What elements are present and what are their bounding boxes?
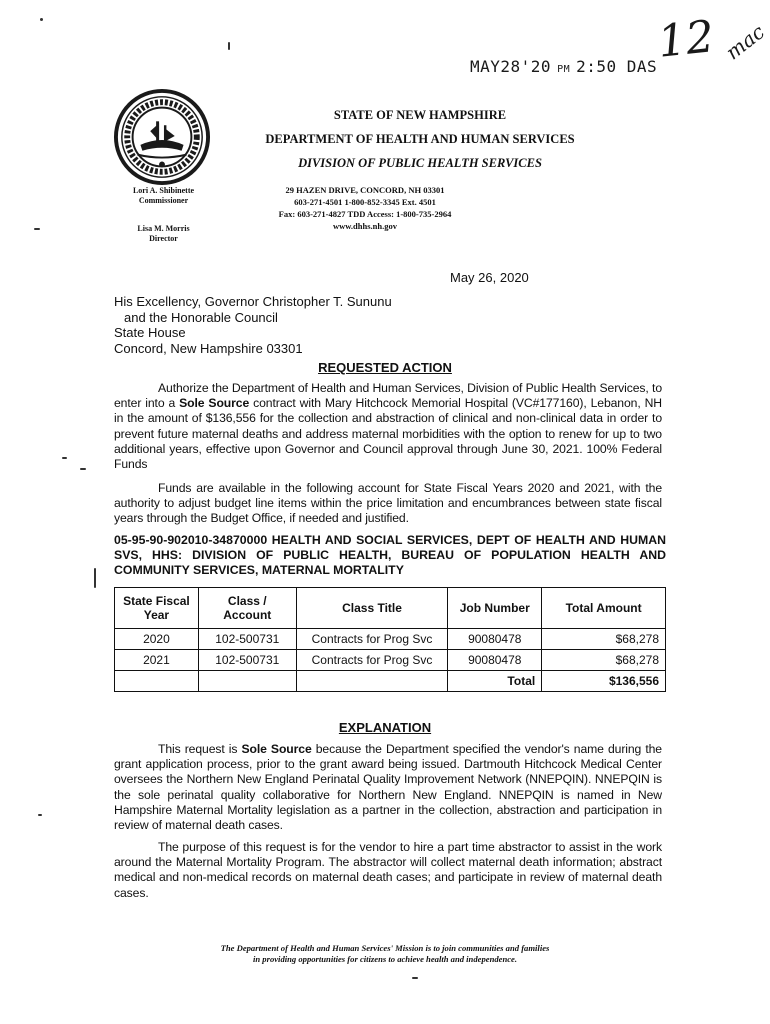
explanation-paragraph: [114, 742, 662, 833]
table-cell: 102-500731: [198, 629, 296, 650]
table-header: State Fiscal Year: [115, 588, 199, 629]
received-stamp: [470, 57, 657, 76]
table-cell: $68,278: [542, 650, 666, 671]
letterhead-address: 29 HAZEN DRIVE, CONCORD, NH 03301: [285, 185, 445, 195]
table-header: Job Number: [448, 588, 542, 629]
requested-action-text: contract with Mary Hitchcock Memorial Hospital (VC#177160), Lebanon, NH in the amount of $136,556 for the collection and abstraction of clinical and non-clinical data in order to prevent future maternal deaths and address maternal morbidities with the option to renew for up to two additional years, effective upon Governor and Council approval through June 30, 2021. 100% Federal Funds: [114, 396, 662, 472]
scan-speck: [38, 814, 42, 816]
scan-speck: [228, 42, 230, 50]
purpose-text: The purpose of this request is for the vendor to hire a part time abstractor to assist in the work around the Maternal Mortality Program. The abstractor will collect maternal death information; abstract medical and non-medical records on maternal death cases; and participate in review of maternal death cases.: [114, 840, 662, 900]
table-cell: 2021: [115, 650, 199, 671]
purpose-paragraph: [114, 840, 662, 901]
table-header: Class Title: [296, 588, 448, 629]
scan-speck: [62, 457, 67, 459]
director-title: Director: [149, 234, 178, 243]
division-name: DIVISION OF PUBLIC HEALTH SERVICES: [298, 156, 542, 170]
table-header: Class / Account: [198, 588, 296, 629]
requested-action-paragraph: [114, 381, 662, 472]
sole-source-emphasis: Sole Source: [179, 396, 250, 411]
director-name: Lisa M. Morris: [137, 224, 190, 233]
total-label: Total: [448, 671, 542, 692]
table-cell-empty: [115, 671, 199, 692]
letterhead-website: www.dhhs.nh.gov: [332, 221, 397, 231]
commissioner-title: Commissioner: [138, 196, 189, 205]
handwritten-item-number: 12: [655, 11, 717, 68]
scan-speck: [80, 468, 86, 470]
table-header: Total Amount: [542, 588, 666, 629]
handwritten-initials: mac: [721, 19, 770, 65]
table-total-row: [115, 671, 666, 692]
stamp-pm: PM: [557, 64, 571, 75]
mission-line: in providing opportunities for citizens to achieve health and independence.: [252, 954, 518, 964]
table-cell: $68,278: [542, 629, 666, 650]
letter-date: May 26, 2020: [450, 270, 529, 285]
letterhead-phone: 603-271-4501 1-800-852-3345 Ext. 4501: [294, 197, 436, 207]
table-header-row: [115, 588, 666, 629]
table-cell-empty: [296, 671, 448, 692]
table-cell: 102-500731: [198, 650, 296, 671]
explanation-text: because the Department specified the vendor's name during the grant application process, prior to the grant award being issued. Dartmouth Hitchcock Medical Center oversees the Northern New England Perinatal Quality Improvement Network (NNEPQIN). NNEPQIN is the sole perinatal quality collaborative for Northern New England. NNEPQIN is named in New Hampshire Maternal Mortality legislation as a partner in the collection, abstraction and participation in review of maternal death cases.: [114, 742, 662, 833]
stamp-date: MAY28'20: [470, 57, 552, 76]
addressee-line: Concord, New Hampshire 03301: [114, 340, 303, 356]
scan-speck: [94, 568, 96, 588]
mission-line: The Department of Health and Human Services' Mission is to join communities and families: [220, 943, 550, 953]
total-value: $136,556: [542, 671, 666, 692]
sole-source-emphasis: Sole Source: [241, 742, 312, 756]
addressee-line: His Excellency, Governor Christopher T. Sununu: [114, 294, 392, 309]
addressee-block: [114, 294, 392, 356]
table-row: [115, 629, 666, 650]
funding-text: Funds are available in the following account for State Fiscal Years 2020 and 2021, with the authority to adjust budget line items within the price limitation and encumbrances between state fiscal years through the Budget Office, if needed and justified.: [114, 481, 662, 526]
state-name: STATE OF NEW HAMPSHIRE: [333, 108, 507, 122]
table-cell-empty: [198, 671, 296, 692]
addressee-line: and the Honorable Council: [124, 309, 278, 325]
scan-speck: [412, 977, 418, 979]
state-seal-image: [113, 88, 211, 186]
stamp-time: 2:50 DAS: [576, 57, 658, 76]
funding-table: [114, 587, 666, 692]
explanation-heading: EXPLANATION: [338, 720, 432, 735]
explanation-text: This request is: [158, 742, 242, 756]
department-name: DEPARTMENT OF HEALTH AND HUMAN SERVICES: [265, 132, 575, 146]
letterhead-fax: Fax: 603-271-4827 TDD Access: 1-800-735-2964: [278, 209, 452, 219]
requested-action-text: Authorize the Department of Health and Human Services, Division of Public Health Services, to enter into a: [114, 381, 662, 411]
mission-statement: [0, 943, 770, 965]
table-cell: 2020: [115, 629, 199, 650]
addressee-line: State House: [114, 325, 186, 340]
table-cell: Contracts for Prog Svc: [296, 629, 448, 650]
table-cell: Contracts for Prog Svc: [296, 650, 448, 671]
funding-paragraph: [114, 481, 662, 527]
requested-action-heading: REQUESTED ACTION: [318, 360, 452, 375]
director-block: [106, 224, 221, 244]
account-description: 05-95-90-902010-34870000 HEALTH AND SOCIAL SERVICES, DEPT OF HEALTH AND HUMAN SVS, HHS: DIVISION OF PUBLIC HEALTH, BUREAU OF POPULATION HEALTH AND COMMUNITY SERVICES, MATERNAL MORTALITY: [114, 533, 666, 577]
commissioner-name: Lori A. Shibinette: [132, 186, 195, 195]
scan-speck: [34, 228, 40, 230]
table-cell: 90080478: [448, 650, 542, 671]
table-cell: 90080478: [448, 629, 542, 650]
scan-speck: [40, 18, 43, 21]
commissioner-block: [106, 186, 221, 206]
table-row: [115, 650, 666, 671]
